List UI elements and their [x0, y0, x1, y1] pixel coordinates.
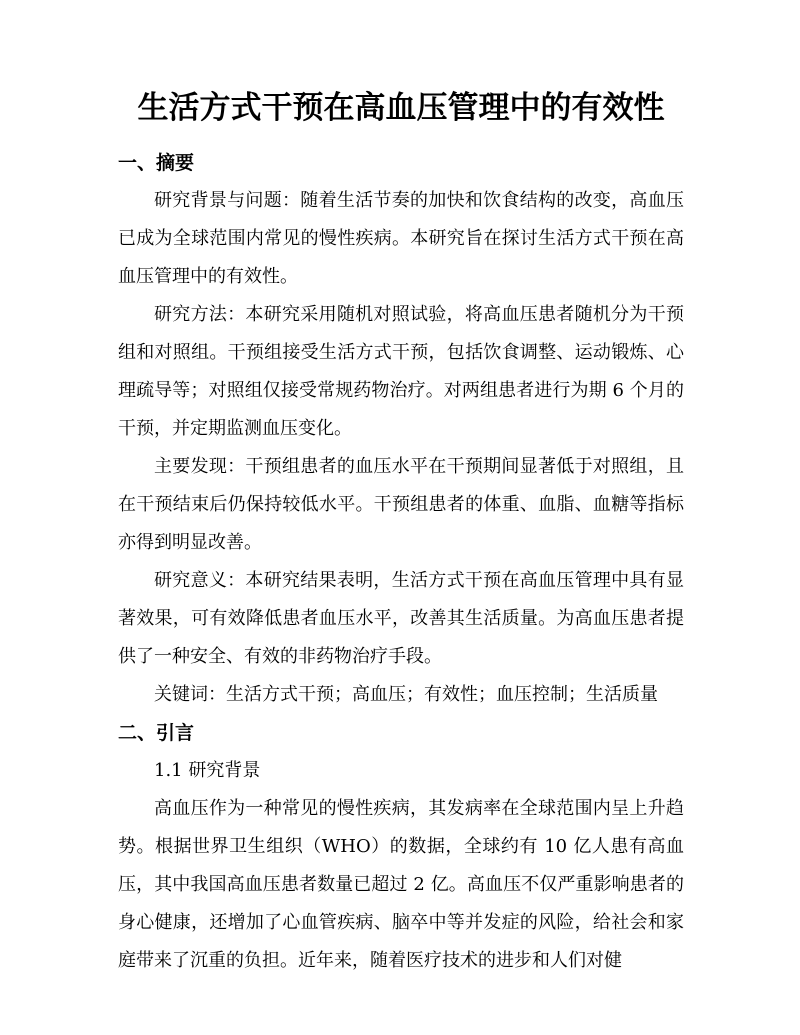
abstract-findings-paragraph: 主要发现：干预组患者的血压水平在干预期间显著低于对照组，且在干预结束后仍保持较低水平。干预组患者的体重、血脂、血糖等指标亦得到明显改善。	[118, 456, 684, 553]
abstract-methods-paragraph: 研究方法：本研究采用随机对照试验，将高血压患者随机分为干预组和对照组。干预组接受生活方式干预，包括饮食调整、运动锻炼、心理疏导等；对照组仅接受常规药物治疗。对两组患者进行为期 6 个月的干预，并定期监测血压变化。	[118, 304, 684, 439]
research-background-subheading: 1.1 研究背景	[154, 760, 261, 781]
introduction-heading: 二、引言	[118, 722, 195, 744]
document-title: 生活方式干预在高血压管理中的有效性	[137, 90, 665, 126]
abstract-heading: 一、摘要	[118, 152, 195, 174]
introduction-paragraph: 高血压作为一种常见的慢性疾病，其发病率在全球范围内呈上升趋势。根据世界卫生组织（WHO）的数据，全球约有 10 亿人患有高血压，其中我国高血压患者数量已超过 2 亿。高血压不仅严重影响患者的身心健康，还增加了心血管疾病、脑卒中等并发症的风险，给社会和家庭带来了沉重的负担。近年来，随着医疗技术的进步和人们对健	[118, 798, 684, 971]
abstract-background-paragraph: 研究背景与问题：随着生活节奏的加快和饮食结构的改变，高血压已成为全球范围内常见的慢性疾病。本研究旨在探讨生活方式干预在高血压管理中的有效性。	[118, 190, 684, 287]
keywords-line: 关键词：生活方式干预；高血压；有效性；血压控制；生活质量	[154, 684, 658, 705]
document-page	[118, 88, 684, 980]
abstract-significance-paragraph: 研究意义：本研究结果表明，生活方式干预在高血压管理中具有显著效果，可有效降低患者血压水平，改善其生活质量。为高血压患者提供了一种安全、有效的非药物治疗手段。	[118, 570, 684, 667]
